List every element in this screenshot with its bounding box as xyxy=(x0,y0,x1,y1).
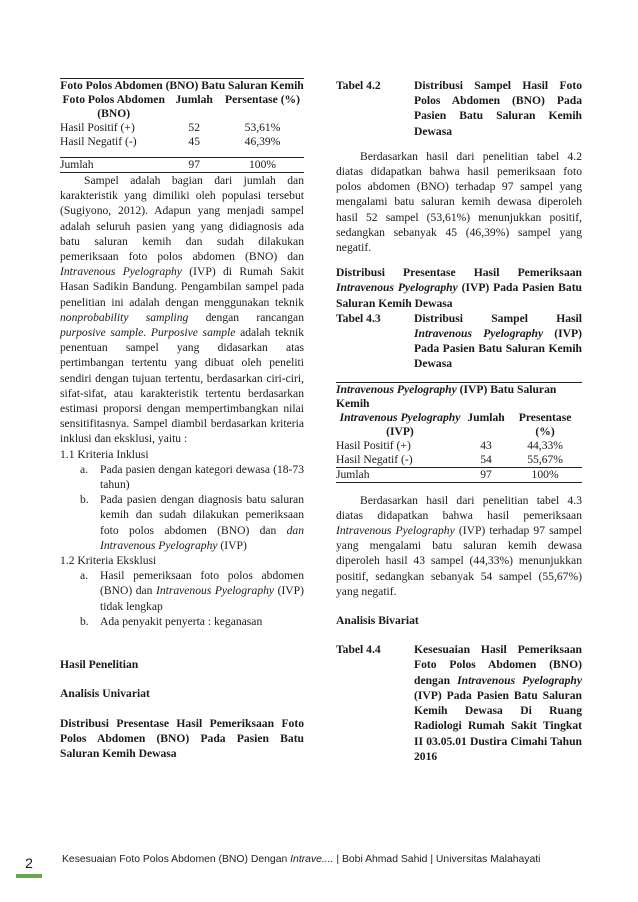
exclusion-criteria-title: 1.2 Kriteria Eksklusi xyxy=(60,554,157,568)
text: (IVP) terhadap 97 sampel yang mengalami batu saluran kemih dewasa diperoleh hasil 43 sampel (44,33%) menunjukkan positif, sedangkan sebanyak 54 sampel (55,67%) yang negatif. xyxy=(336,524,582,598)
caption-text: Distribusi Sampel Hasil Foto Polos Abdomen (BNO) Pada Pasien Batu Saluran Kemih Dewasa xyxy=(414,79,582,138)
table-cell: 55,67% xyxy=(527,452,563,466)
caption-label: Tabel 4.3 xyxy=(336,311,381,325)
text: (IVP) di Rumah Sakit Hasan Sadikin Bandung. Pengambilan sampel pada penelitian ini adalah dengan menggunakan teknik xyxy=(60,265,304,309)
inclusion-criteria-title: 1.1 Kriteria Inklusi xyxy=(60,447,149,461)
list-text xyxy=(100,492,304,553)
table-cell: 100% xyxy=(531,467,559,481)
table-cell: 97 xyxy=(188,158,200,171)
text-italic: Intravenous Pyelography xyxy=(60,265,182,279)
list-text: Ada penyakit penyerta : keganasan xyxy=(100,614,263,628)
section-heading-results: Hasil Penelitian xyxy=(60,658,139,672)
table-row xyxy=(60,135,304,158)
sample-paragraph xyxy=(60,173,304,447)
table-cell: 44,33% xyxy=(527,438,563,452)
list-text xyxy=(100,568,304,614)
list-marker: a. xyxy=(80,462,89,476)
text: Pada pasien dengan diagnosis batu saluran kemih dan sudah dilakukan pemeriksaan foto polos abdomen (BNO) dan xyxy=(100,493,304,537)
text: dengan rancangan xyxy=(188,310,304,324)
table-cell: Jumlah xyxy=(336,467,370,481)
text-italic: Intravenous Pyelography xyxy=(336,281,458,295)
text: (IVP) tidak lengkap xyxy=(100,584,304,613)
distribution-heading-ivp xyxy=(336,265,582,311)
text: Berdasarkan hasil dari penelitian tabel 4.3 diatas didapatkan bahwa hasil pemeriksaan xyxy=(336,493,582,522)
text-italic: Intravenous Pyelography xyxy=(339,410,461,424)
right-column xyxy=(336,78,582,764)
text: Hasil pemeriksaan foto polos abdomen (BNO) dan xyxy=(100,569,304,598)
table-ivp-header-col1 xyxy=(336,411,464,439)
text: (IVP) xyxy=(217,538,247,552)
table-ivp-title xyxy=(336,382,582,411)
list-item xyxy=(80,462,304,492)
list-item xyxy=(80,614,304,629)
text-italic: dan Intravenous Pyelography xyxy=(100,523,304,552)
text-italic: Intravenous Pyelography xyxy=(155,584,275,598)
table-cell: Hasil Negatif (-) xyxy=(60,135,137,148)
page-footer xyxy=(0,848,638,878)
table-cell: Jumlah xyxy=(60,158,94,171)
table-bno-header-col2: Jumlah xyxy=(175,93,213,106)
table-bno-title: Foto Polos Abdomen (BNO) Batu Saluran Kemih xyxy=(60,79,304,92)
caption-label: Tabel 4.2 xyxy=(336,79,381,92)
text-italic: Intravenous Pyelography xyxy=(414,327,544,341)
table-cell: 45 xyxy=(188,135,200,148)
table-cell: 97 xyxy=(480,467,492,481)
table-cell: 100% xyxy=(248,158,277,171)
text-italic: Intravenous Pyelography xyxy=(457,673,582,687)
text: (IVP) Pada Pasien Batu Saluran Kemih Dewasa xyxy=(336,281,582,310)
page-number: 2 xyxy=(16,848,42,878)
table-caption-4-2 xyxy=(336,78,582,139)
table-total-row xyxy=(60,158,304,173)
results-paragraph-ivp xyxy=(336,493,582,599)
text-italic: Purposive sample xyxy=(150,326,236,340)
table-cell: 54 xyxy=(480,452,492,466)
text-italic: Intravenous Pyelography xyxy=(336,382,457,396)
text: adalah teknik penentuan sampel yang didasarkan atas pertimbangan tertentu yang dibuat oleh peneliti sendiri dengan tujuan tertentu, berdasarkan ciri-ciri, sifat-sifat, atau karakteristik tertentu berdasarkan estimasi proporsi dengan mempertimbangkan nilai sensitifitasnya. Sampel diambil berdasarkan kriteria inklusi dan eksklusi, yaitu : xyxy=(60,326,305,446)
list-text: Pada pasien dengan kategori dewasa (18-73 tahun) xyxy=(100,462,304,492)
list-marker: a. xyxy=(80,569,89,583)
text: | Bobi Ahmad Sahid | Universitas Malahayati xyxy=(333,854,541,865)
text: Distribusi Presentase Hasil Pemeriksaan xyxy=(336,266,582,280)
text: (IVP) Batu Saluran Kemih xyxy=(336,382,557,410)
caption-label: Tabel 4.4 xyxy=(336,643,381,657)
table-ivp xyxy=(336,382,582,483)
text: Distribusi Sampel Hasil xyxy=(414,311,582,325)
list-marker: b. xyxy=(80,493,89,507)
section-heading-bivariate: Analisis Bivariat xyxy=(336,614,419,628)
table-row xyxy=(336,439,582,453)
table-cell: Hasil Positif (+) xyxy=(336,438,411,452)
table-bno-header-col3: Persentase (%) xyxy=(225,93,301,106)
table-bno-header-col1: Foto Polos Abdomen (BNO) xyxy=(62,93,165,120)
table-ivp-header-col3: Presentase (%) xyxy=(518,410,572,438)
text-italic: Intrave.... xyxy=(290,854,334,865)
table-row xyxy=(60,121,304,135)
table-cell: Hasil Positif (+) xyxy=(60,121,135,134)
list-item xyxy=(80,568,304,614)
text-italic: nonprobability sampling xyxy=(60,310,189,324)
text: Kesesuaian Foto Polos Abdomen (BNO) Dengan xyxy=(62,854,291,865)
left-column xyxy=(60,78,304,761)
table-total-row xyxy=(336,467,582,482)
table-cell: 46,39% xyxy=(244,135,281,148)
text: Sampel adalah bagian dari jumlah dan karakteristik yang dimiliki oleh populasi tersebut (Sugiyono, 2012). Adapun yang menjadi sampel adalah seluruh pasien yang yang didiagnosis ada batu saluran kemih dan sudah dilakukan pemeriksaan foto polos abdomen (BNO) dan xyxy=(60,174,304,264)
list-marker: b. xyxy=(80,614,89,628)
table-cell: Hasil Negatif (-) xyxy=(336,452,413,466)
section-heading-univariate: Analisis Univariat xyxy=(60,687,150,701)
text: . xyxy=(143,326,151,340)
footer-text xyxy=(62,854,540,865)
text-italic: Intravenous Pyelography xyxy=(336,524,455,538)
table-ivp-header-col2: Jumlah xyxy=(467,410,505,424)
results-paragraph-bno: Berdasarkan hasil dari penelitian tabel 4.2 diatas didapatkan bahwa hasil pemeriksaan foto polos abdomen (BNO) terhadap 97 sampel yang mengalami batu saluran kemih dewasa diperoleh hasil 52 sampel (53,61%) menunjukkan positif, sedangkan sebanyak 45 (46,39%) sampel yang negatif. xyxy=(336,149,582,255)
text: (IVP) Pada Pasien Batu Saluran Kemih Dewasa xyxy=(414,327,582,371)
caption-text xyxy=(414,311,582,372)
table-row xyxy=(336,453,582,468)
table-cell: 53,61% xyxy=(244,121,281,134)
table-caption-4-4 xyxy=(336,642,582,764)
text: (IVP) Pada Pasien Batu Saluran Kemih Dewasa Di Ruang Radiologi Rumah Sakit Tingkat II 03.05.01 Dustira Cimahi Tahun 2016 xyxy=(414,688,582,763)
list-item xyxy=(80,492,304,553)
table-bno xyxy=(60,78,304,173)
text: Kesesuaian Hasil Pemeriksaan Foto Polos Abdomen (BNO) dengan xyxy=(414,643,582,687)
distribution-heading-bno: Distribusi Presentase Hasil Pemeriksaan Foto Polos Abdomen (BNO) Pada Pasien Batu Saluran Kemih Dewasa xyxy=(60,716,304,760)
table-cell: 43 xyxy=(480,438,492,452)
text: (IVP) xyxy=(386,424,414,438)
table-caption-4-3 xyxy=(336,311,582,372)
caption-text xyxy=(414,642,582,764)
text-italic: purposive sample xyxy=(60,326,144,340)
table-cell: 52 xyxy=(188,121,200,134)
